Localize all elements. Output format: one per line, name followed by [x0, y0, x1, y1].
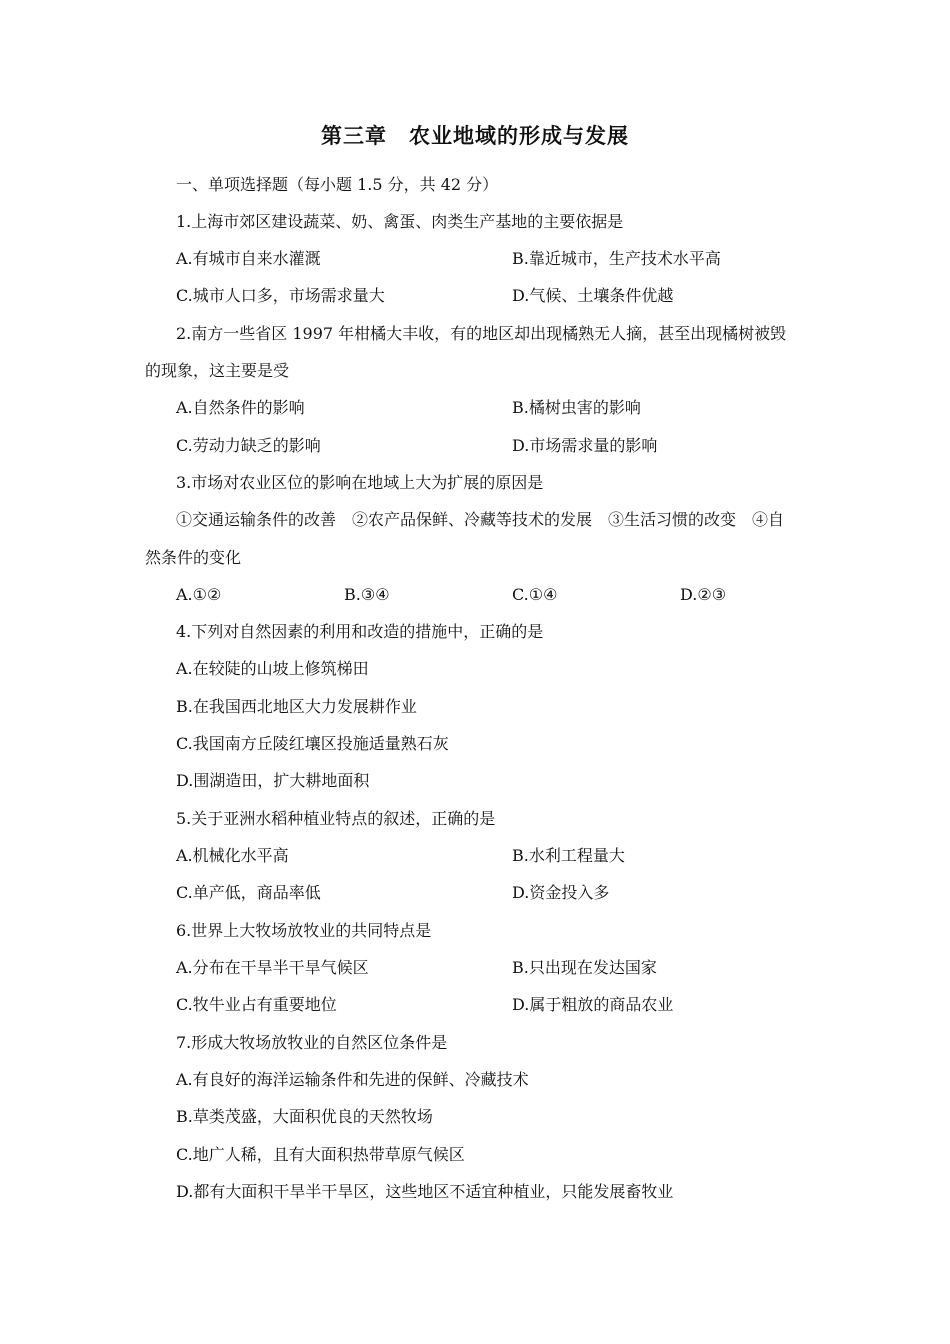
question-2-option-b: B.橘树虫害的影响 [512, 398, 641, 417]
question-5-option-c: C.单产低，商品率低 [176, 883, 321, 902]
question-5-option-d: D.资金投入多 [512, 883, 610, 902]
question-2-stem-line-1: 2.南方一些省区 1997 年柑橘大丰收，有的地区却出现橘熟无人摘，甚至出现橘树被毁 [176, 324, 787, 343]
question-3-items-line-2: 然条件的变化 [145, 548, 242, 567]
question-1-option-c: C.城市人口多，市场需求量大 [176, 286, 385, 305]
question-1-option-a: A.有城市自来水灌溉 [176, 249, 321, 268]
question-5-option-b: B.水利工程量大 [512, 846, 625, 865]
question-6-option-c: C.牧牛业占有重要地位 [176, 995, 337, 1014]
question-3-option-b: B.③④ [344, 585, 390, 604]
question-4-option-b: B.在我国西北地区大力发展耕作业 [176, 697, 417, 716]
question-6-option-d: D.属于粗放的商品农业 [512, 995, 674, 1014]
question-4-option-d: D.围湖造田，扩大耕地面积 [176, 771, 370, 790]
section-heading: 一、单项选择题（每小题 1.5 分，共 42 分） [176, 175, 499, 194]
question-7-stem: 7.形成大牧场放牧业的自然区位条件是 [176, 1033, 448, 1052]
question-7-option-b: B.草类茂盛，大面积优良的天然牧场 [176, 1107, 433, 1126]
question-3-option-c: C.①④ [512, 585, 558, 604]
question-3-items-line-1: ①交通运输条件的改善 ②农产品保鲜、冷藏等技术的发展 ③生活习惯的改变 ④自 [176, 510, 785, 529]
question-3-stem: 3.市场对农业区位的影响在地域上大为扩展的原因是 [176, 473, 544, 492]
question-7-option-d: D.都有大面积干旱半干旱区，这些地区不适宜种植业，只能发展畜牧业 [176, 1182, 674, 1201]
question-6-option-b: B.只出现在发达国家 [512, 958, 657, 977]
question-7-option-c: C.地广人稀，且有大面积热带草原气候区 [176, 1145, 465, 1164]
question-1-option-d: D.气候、土壤条件优越 [512, 286, 674, 305]
question-6-option-a: A.分布在干旱半干旱气候区 [176, 958, 369, 977]
question-4-option-a: A.在较陡的山坡上修筑梯田 [176, 659, 369, 678]
chapter-title: 第三章 农业地域的形成与发展 [321, 123, 629, 148]
question-3-option-d: D.②③ [680, 585, 727, 604]
question-5-option-a: A.机械化水平高 [176, 846, 289, 865]
question-7-option-a: A.有良好的海洋运输条件和先进的保鲜、冷藏技术 [176, 1070, 529, 1089]
question-1-option-b: B.靠近城市，生产技术水平高 [512, 249, 721, 268]
question-6-stem: 6.世界上大牧场放牧业的共同特点是 [176, 921, 432, 940]
question-2-stem-line-2: 的现象，这主要是受 [145, 361, 290, 380]
question-2-option-a: A.自然条件的影响 [176, 398, 305, 417]
question-4-option-c: C.我国南方丘陵红壤区投施适量熟石灰 [176, 734, 449, 753]
question-3-option-a: A.①② [176, 585, 222, 604]
question-1-stem: 1.上海市郊区建设蔬菜、奶、禽蛋、肉类生产基地的主要依据是 [176, 212, 624, 231]
question-2-option-c: C.劳动力缺乏的影响 [176, 436, 321, 455]
question-2-option-d: D.市场需求量的影响 [512, 436, 658, 455]
question-4-stem: 4.下列对自然因素的利用和改造的措施中，正确的是 [176, 622, 544, 641]
question-5-stem: 5.关于亚洲水稻种植业特点的叙述，正确的是 [176, 809, 496, 828]
